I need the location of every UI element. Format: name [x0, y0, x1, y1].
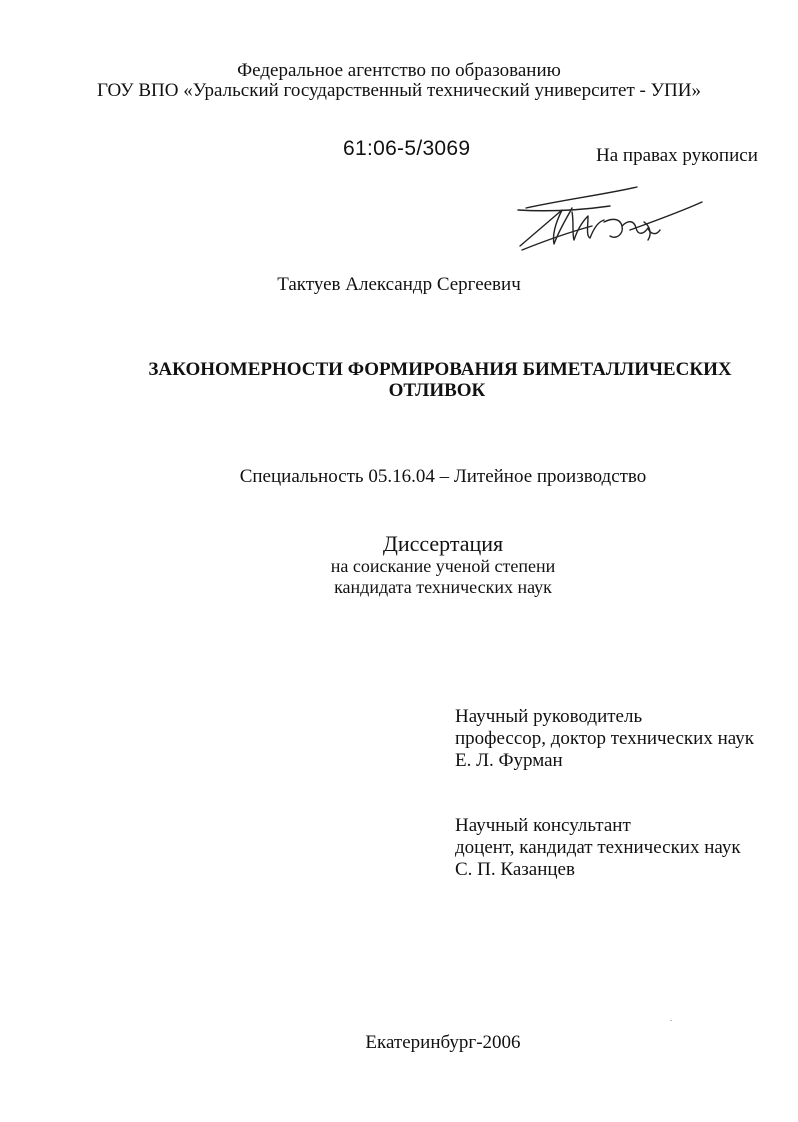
supervisor-role: Научный руководитель	[455, 706, 643, 727]
dissertation-title-line-2: ОТЛИВОК	[388, 380, 486, 401]
author-name: Тактуев Александр Сергеевич	[277, 274, 521, 295]
dissertation-title-line-1: ЗАКОНОМЕРНОСТИ ФОРМИРОВАНИЯ БИМЕТАЛЛИЧЕСКИХ	[148, 359, 732, 380]
registry-number: 61:06-5/3069	[343, 137, 471, 160]
signature-image	[512, 182, 708, 254]
city-year: Екатеринбург-2006	[365, 1032, 521, 1053]
consultant-title: доцент, кандидат технических наук	[455, 837, 741, 858]
supervisor-name: Е. Л. Фурман	[455, 750, 563, 771]
specialty: Специальность 05.16.04 – Литейное производство	[239, 466, 647, 487]
university-name: ГОУ ВПО «Уральский государственный технический университет - УПИ»	[97, 80, 701, 101]
consultant-role: Научный консультант	[455, 815, 631, 836]
scan-speck	[670, 1020, 672, 1021]
supervisor-title: профессор, доктор технических наук	[455, 728, 754, 749]
consultant-name: С. П. Казанцев	[455, 859, 575, 880]
agency-name: Федеральное агентство по образованию	[237, 60, 561, 81]
manuscript-rights-note: На правах рукописи	[596, 145, 758, 166]
document-type: Диссертация	[382, 531, 504, 556]
degree-line-1: на соискание ученой степени	[330, 556, 556, 576]
degree-line-2: кандидата технических наук	[334, 577, 552, 597]
